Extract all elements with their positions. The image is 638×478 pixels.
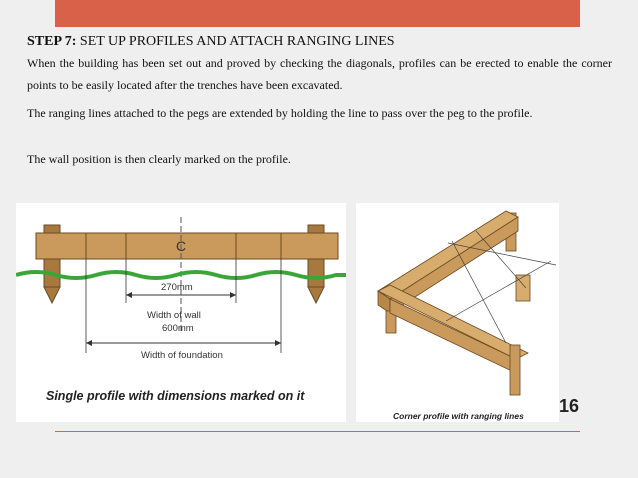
paragraph-2: The ranging lines attached to the pegs are extended by holding the line to pass over the peg to the profile. [27,106,533,120]
single-profile-caption: Single profile with dimensions marked on it [46,389,305,403]
paragraph-1: When the building has been set out and proved by checking the diagonals, profiles can be erected to enable the corner points to be easily located after the trenches have been excavated. [27,56,612,92]
title-accent-bar [55,0,580,27]
dim-600mm: 600mm [162,323,194,334]
dim-270mm: 270mm [161,282,193,293]
dim-width-of-foundation: Width of foundation [141,350,223,361]
page-number: 16 [559,396,580,416]
centerline-label: C [176,238,187,254]
corner-profile-illustration [356,203,559,422]
slide-heading [27,34,395,50]
paragraph-3: The wall position is then clearly marked on the profile. [27,152,291,166]
heading-step: STEP 7: [27,34,77,49]
dim-width-of-wall: Width of wall [147,310,201,321]
single-profile-figure [16,203,346,422]
corner-profile-figure [356,203,559,422]
corner-profile-caption: Corner profile with ranging lines [393,411,524,421]
footer-accent-line [55,431,580,432]
heading-text: SET UP PROFILES AND ATTACH RANGING LINES [79,34,395,49]
